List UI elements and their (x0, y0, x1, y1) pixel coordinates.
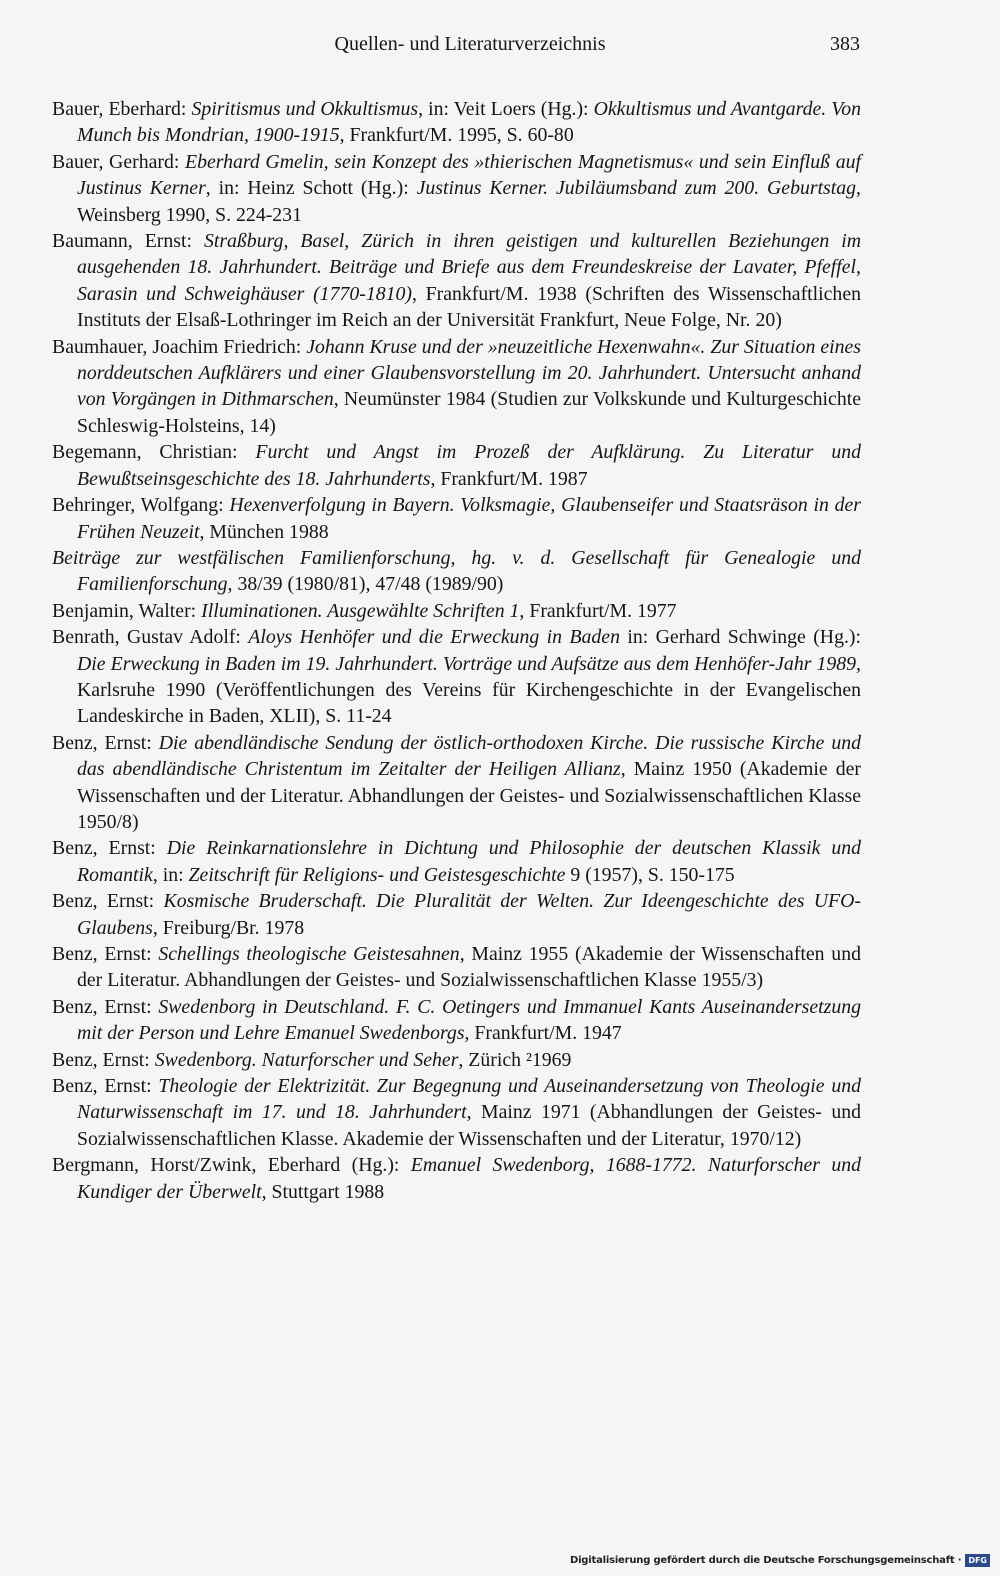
entry-text: Benz, Ernst: (52, 837, 167, 860)
entry-text: , Stuttgart 1988 (261, 1180, 385, 1203)
entry-text: 9 (1957), S. 150-175 (565, 863, 735, 886)
entry-text: in: Gerhard Schwinge (Hg.): (619, 626, 861, 649)
bibliography-list (52, 96, 861, 1205)
bibliography-entry (52, 1073, 861, 1152)
bibliography-entry (52, 941, 861, 994)
entry-text: Benrath, Gustav Adolf: (52, 626, 249, 649)
entry-text: Benz, Ernst: (52, 731, 159, 754)
bibliography-entry (52, 598, 861, 624)
entry-title-italic: Illuminationen. Ausgewählte Schriften 1 (201, 599, 520, 622)
entry-title-italic: Spiritismus und Okkultismus (191, 98, 419, 120)
entry-text: Bergmann, Horst/Zwink, Eberhard (Hg.): (52, 1154, 411, 1177)
entry-text: , Mainz 1971 (Abhandlungen der Geistes- und Sozialwissenschaftlichen Klasse. Akademie der Wissenschaften und der Literatur, 1970/12) (77, 1101, 861, 1150)
entry-title-italic: Hexenverfolgung in Bayern. Volksmagie, Glaubenseifer und Staatsräson in der Frühen Neuzeit (77, 494, 861, 543)
entry-text: , Frankfurt/M. 1947 (464, 1022, 622, 1045)
bibliography-entry (52, 1047, 861, 1073)
entry-title-italic: Schellings theologische Geistesahnen (158, 943, 460, 965)
entry-text: Benjamin, Walter: (52, 599, 202, 622)
entry-title-italic: Swedenborg in Deutschland. F. C. Oetingers und Immanuel Kants Auseinandersetzung mit der Person und Lehre Emanuel Swedenborgs (77, 995, 861, 1045)
entry-text: , Karlsruhe 1990 (Veröffentlichungen des Vereins für Kirchengeschichte in der Evangelischen Landeskirche in Baden, XLII), S. 11-24 (77, 652, 861, 728)
entry-text: , Freiburg/Br. 1978 (152, 916, 305, 939)
entry-text: , Frankfurt/M. 1987 (430, 467, 588, 490)
bibliography-entry (52, 545, 861, 598)
entry-text: , in: Veit Loers (Hg.): (418, 98, 594, 120)
footer-credit: Digitalisierung gefördert durch die Deutsche Forschungsgemeinschaft · (569, 1554, 962, 1566)
entry-text: Baumhauer, Joachim Friedrich: (52, 335, 307, 358)
entry-text: , Frankfurt/M. 1995, S. 60-80 (339, 124, 574, 147)
bibliography-entry (52, 624, 861, 730)
entry-text: Benz, Ernst: (52, 943, 159, 965)
digitization-footer (570, 1552, 990, 1568)
entry-text: , Weinsberg 1990, S. 224-231 (77, 177, 861, 226)
entry-text: Bauer, Eberhard: (52, 98, 192, 120)
entry-title-italic: Die Reinkarnationslehre in Dichtung und Philosophie der deutschen Klassik und Romantik (77, 837, 861, 886)
bibliography-entry (52, 96, 861, 149)
bibliography-entry (52, 835, 861, 888)
entry-text: , Neumünster 1984 (Studien zur Volkskunde und Kulturgeschichte Schleswig-Holsteins, 14) (77, 388, 861, 437)
entry-title-italic: Die abendländische Sendung der östlich-orthodoxen Kirche. Die russische Kirche und das abendländische Christentum im Zeitalter der Heiligen Allianz (77, 731, 861, 781)
entry-title-italic: Eberhard Gmelin, sein Konzept des »thierischen Magnetismus« und sein Einfluß auf Justinus Kerner (77, 150, 861, 200)
bibliography-entry (52, 888, 861, 941)
entry-text: , Mainz 1950 (Akademie der Wissenschaften und der Literatur. Abhandlungen der Geistes- und Sozialwissenschaftlichen Klasse 1950/8) (77, 758, 861, 833)
entry-text: , in: Heinz Schott (Hg.): (205, 177, 417, 200)
running-title: Quellen- und Literaturverzeichnis (334, 33, 606, 55)
bibliography-entry (52, 1152, 861, 1205)
entry-title-italic: Okkultismus und Avantgarde. Von Munch bis Mondrian, 1900-1915 (77, 98, 861, 147)
entry-title-italic: Theologie der Elektrizität. Zur Begegnung und Auseinandersetzung von Theologie und Naturwissenschaft im 17. und 18. Jahrhundert (77, 1075, 861, 1124)
entry-title-italic: Swedenborg. Naturforscher und Seher (154, 1048, 459, 1071)
bibliography-entry (52, 228, 861, 334)
entry-title-italic: Die Erweckung in Baden im 19. Jahrhundert. Vorträge und Aufsätze aus dem Henhöfer-Jahr 1989 (77, 652, 857, 675)
entry-text: Benz, Ernst: (52, 995, 159, 1018)
bibliography-entry (52, 439, 861, 492)
entry-text: , in: (152, 863, 189, 886)
entry-text: , Mainz 1955 (Akademie der Wissenschaften und der Literatur. Abhandlungen der Geistes- und Sozialwissenschaftlichen Klasse 1955/3) (77, 943, 861, 992)
bibliography-entry (52, 492, 861, 545)
entry-text: Begemann, Christian: (52, 441, 256, 464)
entry-title-italic: Justinus Kerner. Jubiläumsband zum 200. Geburtstag (416, 177, 857, 200)
bibliography-entry (52, 994, 861, 1047)
entry-title-italic: Furcht und Angst im Prozeß der Aufklärung. Zu Literatur und Bewußtseinsgeschichte des 18. Jahrhunderts (77, 441, 862, 490)
entry-text: Benz, Ernst: (52, 1048, 155, 1071)
entry-title-italic: Johann Kruse und der »neuzeitliche Hexenwahn«. Zur Situation eines norddeutschen Aufklärers und einer Glaubensvorstellung im 20. Jahrhundert. Untersucht anhand von Vorgängen in Dithmarschen (77, 335, 861, 411)
entry-text: Benz, Ernst: (52, 1075, 159, 1098)
page-number: 383 (830, 33, 860, 55)
entry-title-italic: Beiträge zur westfälischen Familienforschung, hg. v. d. Gesellschaft für Genealogie und Familienforschung (52, 546, 861, 596)
bibliography-entry (52, 730, 861, 836)
entry-text: Behringer, Wolfgang: (52, 494, 230, 517)
entry-text: , München 1988 (199, 520, 329, 543)
dfg-logo: DFG (965, 1554, 990, 1567)
page-header (80, 33, 860, 63)
entry-text: , Frankfurt/M. 1938 (Schriften des Wissenschaftlichen Instituts der Elsaß-Lothringer im Reich an der Universität Frankfurt, Neue Folge, Nr. 20) (77, 282, 861, 332)
entry-text: Benz, Ernst: (52, 890, 164, 913)
entry-text: Bauer, Gerhard: (52, 150, 186, 173)
entry-text: , Frankfurt/M. 1977 (519, 599, 677, 622)
bibliography-entry (52, 334, 861, 440)
bibliography-entry (52, 149, 861, 228)
entry-text: , Zürich ²1969 (458, 1048, 572, 1071)
entry-title-italic: Zeitschrift für Religions- und Geistesgeschichte (188, 863, 566, 886)
entry-title-italic: Kosmische Bruderschaft. Die Pluralität der Welten. Zur Ideengeschichte des UFO-Glaubens (77, 890, 861, 939)
entry-title-italic: Emanuel Swedenborg, 1688-1772. Naturforscher und Kundiger der Überwelt (77, 1154, 861, 1203)
entry-text: , 38/39 (1980/81), 47/48 (1989/90) (227, 573, 504, 596)
entry-title-italic: Aloys Henhöfer und die Erweckung in Baden (248, 626, 620, 649)
entry-title-italic: Straßburg, Basel, Zürich in ihren geistigen und kulturellen Beziehungen im ausgehenden 18. Jahrhundert. Beiträge und Briefe aus dem Freundeskreise der Lavater, Pfeffel, Sarasin und Schweighäuser (1770-1810) (77, 230, 861, 305)
entry-text: Baumann, Ernst: (52, 230, 204, 253)
